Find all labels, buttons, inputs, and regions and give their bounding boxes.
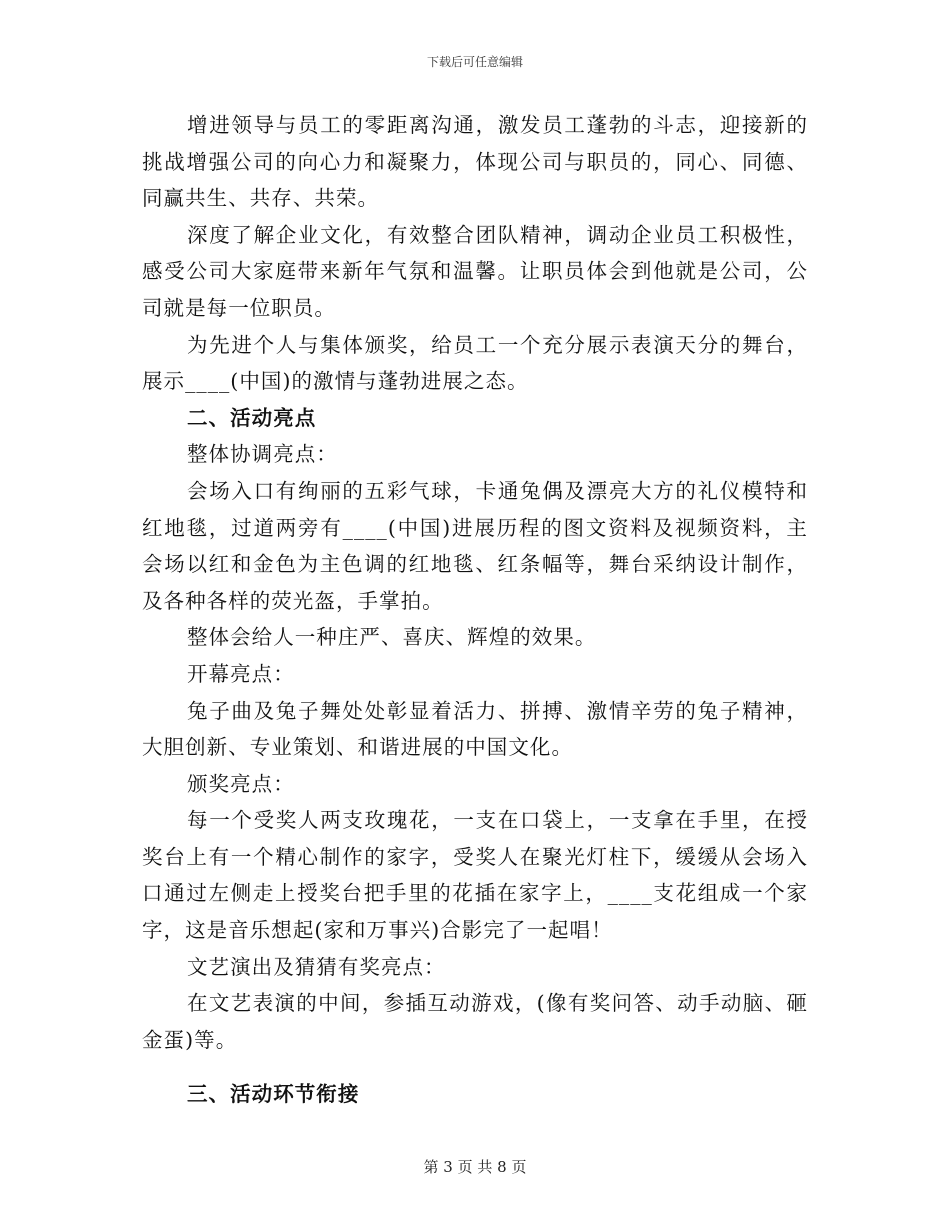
- paragraph: 颁奖亮点：: [187, 771, 295, 796]
- paragraph: 为先进个人与集体颁奖，给员工一个充分展示表演天分的舞台，展示____(中国)的激情与蓬勃进展之态。: [142, 332, 808, 394]
- section-heading: 三、活动环节衔接: [187, 1082, 360, 1107]
- paragraph: 文艺演出及猜猜有奖亮点：: [187, 954, 446, 979]
- paragraph: 每一个受奖人两支玫瑰花，一支在口袋上，一支拿在手里，在授奖台上有一个精心制作的家字，受奖人在聚光灯柱下，缓缓从会场入口通过左侧走上授奖台把手里的花插在家字上，____支花组成一个家字，这是音乐想起(家和万事兴)合影完了一起唱！: [142, 808, 808, 943]
- paragraph: 会场入口有绚丽的五彩气球，卡通兔偶及漂亮大方的礼仪模特和红地毯，过道两旁有____(中国)进展历程的图文资料及视频资料，主会场以红和金色为主色调的红地毯、红条幅等，舞台采纳设计制作，及各种各样的荧光盔，手掌拍。: [142, 478, 808, 613]
- paragraph: 开幕亮点：: [187, 661, 295, 686]
- paragraph: 整体会给人一种庄严、喜庆、辉煌的效果。: [187, 625, 597, 650]
- document-body: [142, 107, 808, 1113]
- section-heading: 二、活动亮点: [187, 405, 317, 430]
- paragraph: 整体协调亮点：: [187, 442, 338, 467]
- paragraph: 在文艺表演的中间，参插互动游戏，(像有奖问答、动手动脑、砸金蛋)等。: [142, 991, 808, 1052]
- page-header: 下载后可任意编辑: [426, 55, 523, 69]
- paragraph: 兔子曲及兔子舞处处彰显着活力、拼搏、激情辛劳的兔子精神，大胆创新、专业策划、和谐进展的中国文化。: [142, 698, 808, 760]
- paragraph: 增进领导与员工的零距离沟通，激发员工蓬勃的斗志，迎接新的挑战增强公司的向心力和凝聚力，体现公司与职员的，同心、同德、同赢共生、共存、共荣。: [142, 113, 808, 211]
- paragraph: 深度了解企业文化，有效整合团队精神，调动企业员工积极性，感受公司大家庭带来新年气氛和温馨。让职员体会到他就是公司，公司就是每一位职员。: [142, 222, 808, 320]
- page-footer: 第 3 页 共 8 页: [423, 1158, 527, 1176]
